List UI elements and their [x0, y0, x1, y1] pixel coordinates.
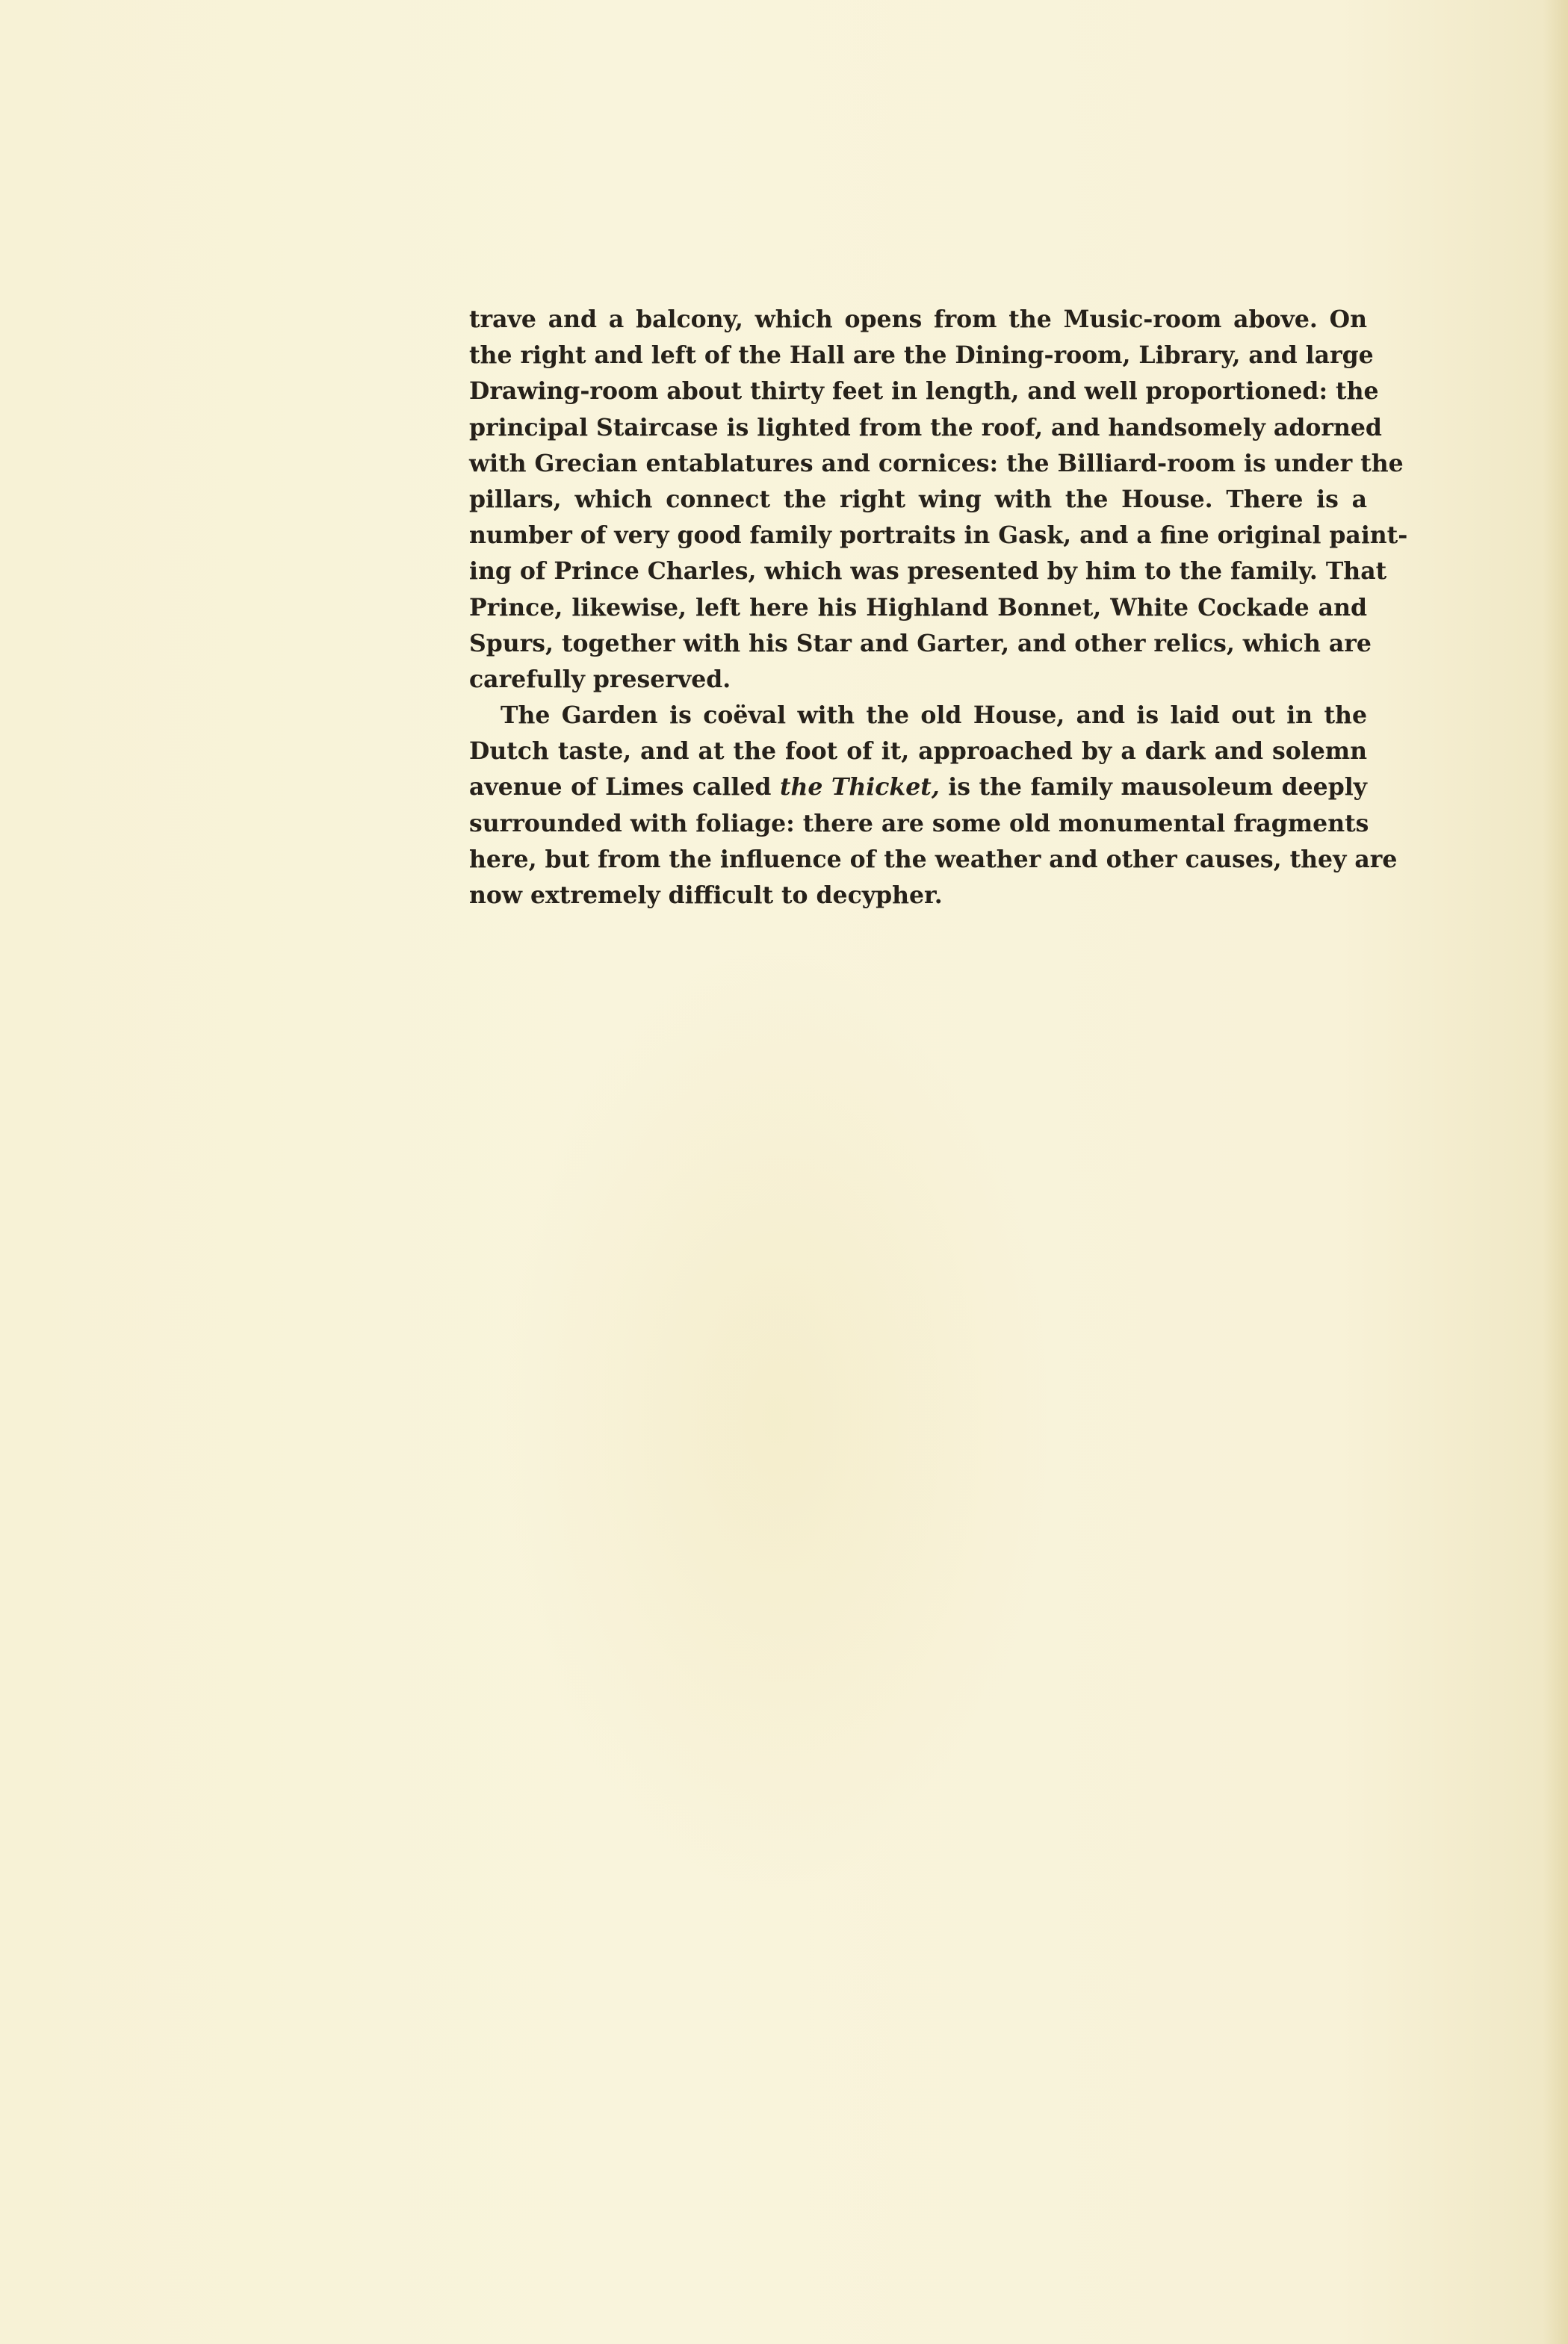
text-line: principal Staircase is lighted from the roof, and handsomely adorned: [469, 413, 1382, 441]
text-line: number of very good family portraits in Gask, and a fine original paint-: [469, 521, 1408, 550]
paragraph-1: [469, 302, 1408, 698]
text-line: The Garden is coëval with the old House, and is laid out in the: [501, 701, 1367, 730]
text-line: Prince, likewise, left here his Highland Bonnet, White Cockade and: [469, 593, 1367, 621]
page-edge-shadow: [1543, 0, 1568, 2344]
text-line: surrounded with foliage: there are some old monumental fragments: [469, 809, 1369, 837]
text-line: the right and left of the Hall are the Dining-room, Library, and large: [469, 341, 1374, 370]
text-line: pillars, which connect the right wing with the House. There is a: [469, 485, 1367, 513]
text-line: now extremely difficult to decypher.: [469, 881, 943, 909]
text-line: ing of Prince Charles, which was presented by him to the family. That: [469, 557, 1387, 586]
text-line: Dutch taste, and at the foot of it, approached by a dark and solemn: [469, 737, 1367, 766]
body-text: [469, 302, 1408, 914]
text-line: Drawing-room about thirty feet in length, and well proportioned: the: [469, 377, 1379, 406]
text-segment: avenue of Limes called: [469, 773, 780, 802]
italic-place-name: the Thicket,: [779, 773, 940, 802]
text-line: carefully preserved.: [469, 665, 731, 693]
paragraph-2: [469, 698, 1398, 914]
text-line: here, but from the influence of the weather and other causes, they are: [469, 845, 1398, 873]
text-line: trave and a balcony, which opens from the Music-room above. On: [469, 306, 1367, 333]
text-line: with Grecian entablatures and cornices: the Billiard-room is under the: [469, 449, 1404, 477]
text-segment: is the family mausoleum deeply: [939, 773, 1367, 802]
text-line-with-italic: [469, 769, 1367, 805]
text-line: Spurs, together with his Star and Garter, and other relics, which are: [469, 629, 1372, 657]
